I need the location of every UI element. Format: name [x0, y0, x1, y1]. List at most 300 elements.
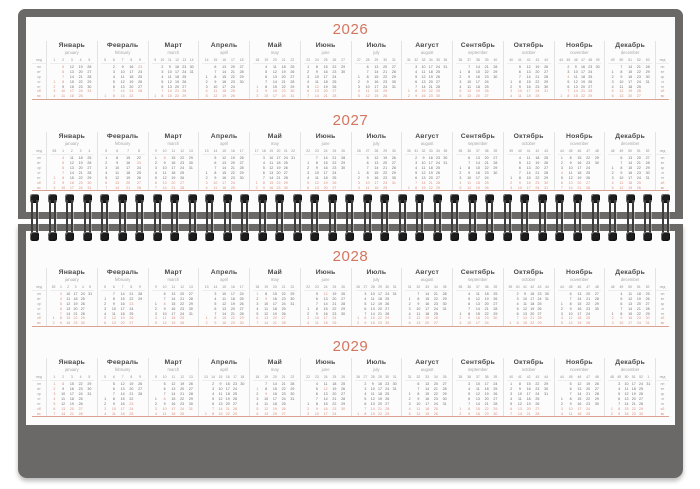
day-cell: 7 [366, 69, 369, 74]
day-cell: 30 [188, 306, 193, 311]
week-number-cell: 2 [62, 58, 65, 62]
day-cell: 26 [594, 382, 599, 387]
day-cell: 15 [171, 156, 176, 161]
day-cell: 4 [212, 392, 215, 397]
week-number-cell: 3 [70, 375, 73, 380]
week-numbers-row [101, 284, 145, 291]
day-cell: 9 [523, 292, 526, 296]
day-cell: 16 [171, 161, 176, 166]
month-2028-10 [503, 268, 554, 326]
week-number-cell: 34 [433, 375, 438, 380]
month-2027-11 [554, 132, 605, 190]
day-cell: 6 [163, 292, 166, 296]
day-cell: 27 [493, 156, 498, 161]
day-cell: 23 [73, 321, 78, 326]
day-cell: 12 [619, 89, 624, 94]
day-cell: 13 [162, 180, 167, 185]
week-numbers-row [558, 148, 602, 155]
day-grid [202, 65, 246, 99]
day-cell: 9 [112, 301, 115, 306]
day-cell: 25 [290, 65, 295, 69]
day-cell: 9 [59, 321, 62, 326]
week-number-cell: 13 [182, 58, 187, 62]
day-cell: 15 [272, 387, 277, 392]
week-numbers-row [456, 57, 500, 64]
day-cell: 9 [116, 161, 119, 166]
week-number-cell: 18 [262, 149, 266, 154]
weekday-label: ср [37, 392, 41, 397]
week-number-cell: 27 [356, 58, 361, 62]
day-cell: 24 [281, 94, 286, 99]
day-cell: 2 [256, 89, 259, 94]
day-cell: 27 [341, 296, 346, 301]
binding-ring-wires [469, 200, 476, 235]
day-cell: 22 [484, 406, 489, 411]
day-cell: 30 [239, 321, 244, 326]
day-cell: 5 [256, 311, 259, 316]
week-numbers-row [50, 374, 94, 381]
day-cell: 23 [631, 411, 636, 416]
day-cell: 9 [121, 65, 124, 69]
day-cell: 13 [517, 406, 522, 411]
day-cell: 25 [332, 79, 337, 84]
day-cell: 5 [104, 316, 107, 321]
day-cell: 8 [468, 406, 471, 411]
day-cell: 31 [290, 94, 295, 99]
week-number-cell: 30 [385, 375, 390, 380]
day-cell: 19 [428, 170, 433, 175]
day-cell: 18 [120, 311, 125, 316]
day-cell: 19 [577, 321, 582, 326]
day-cell: 21 [581, 89, 585, 94]
day-cell: 30 [645, 74, 650, 79]
month-name-en: may [270, 49, 279, 55]
week-number-cell: 7 [127, 149, 130, 154]
week-number-cell: 12 [180, 375, 185, 380]
day-cell: 26 [493, 296, 498, 301]
week-numbers-row [101, 374, 145, 381]
day-cell: 20 [484, 301, 489, 306]
day-cell: 9 [468, 74, 471, 79]
day-cell: 30 [290, 296, 295, 301]
day-grid [152, 156, 196, 190]
day-cell: 29 [391, 74, 396, 79]
bottom-page-content [26, 249, 675, 417]
day-cell: 1 [52, 316, 55, 321]
day-cell: 21 [484, 306, 489, 311]
day-cell: 8 [315, 161, 318, 166]
day-cell: 17 [175, 69, 179, 74]
week-number-cell: 30 [391, 149, 396, 154]
day-cell: 16 [129, 65, 134, 69]
day-cell: 21 [383, 69, 388, 74]
month-name-ru: Октябрь [513, 359, 544, 367]
year-calendar-2026 [32, 41, 669, 100]
week-number-cell: 50 [628, 149, 633, 154]
month-name-en: july [373, 140, 380, 146]
month-name-ru: Март [164, 269, 183, 276]
day-cell: 21 [171, 185, 176, 190]
binding-ring [83, 194, 92, 241]
binding-ring-wires [627, 200, 634, 235]
day-cell: 13 [69, 166, 74, 171]
top-page-content [26, 22, 675, 191]
day-cell: 8 [468, 166, 471, 171]
day-cell: 3 [516, 296, 519, 301]
week-number-cell: 30 [383, 58, 388, 62]
day-cell: 8 [59, 316, 62, 321]
day-cell: 25 [383, 185, 388, 190]
day-cell: 3 [611, 79, 614, 84]
day-cell: 19 [577, 175, 582, 180]
month-header [253, 358, 297, 374]
day-cell: 29 [493, 69, 498, 74]
day-cell: 16 [272, 89, 277, 94]
day-cell: 26 [281, 406, 286, 411]
day-cell: 23 [332, 69, 337, 74]
day-cell: 1 [560, 94, 563, 99]
day-cell: 5 [408, 411, 411, 416]
day-cell: 25 [544, 156, 549, 161]
week-number-cell: 53 [645, 58, 650, 62]
day-cell: 23 [78, 180, 83, 185]
week-number-cell: 18 [255, 58, 260, 62]
month-2027-2 [97, 132, 148, 190]
year-title-2027: 2027 [332, 112, 369, 130]
day-cell: 30 [645, 316, 650, 321]
day-grid [355, 382, 399, 416]
week-number-cell: 17 [239, 285, 244, 289]
day-cell: 4 [154, 411, 157, 416]
day-grid [202, 156, 246, 190]
week-number-cell: 35 [458, 285, 463, 289]
day-cell [440, 412, 449, 417]
weekday-label: ср [660, 392, 665, 397]
day-cell: 21 [281, 79, 286, 84]
day-cell: 15 [222, 74, 227, 79]
day-cell: 29 [594, 156, 599, 161]
day-cell: 6 [510, 406, 513, 411]
day-cell: 18 [631, 387, 636, 392]
day-cell: 22 [78, 382, 83, 387]
day-cell: 29 [283, 180, 288, 185]
calendar-top-page [18, 9, 683, 219]
day-cell: 23 [383, 175, 388, 180]
day-cell: 28 [239, 311, 244, 316]
day-cell: 9 [518, 180, 521, 185]
day-cell: 17 [484, 382, 489, 387]
day-cell: 30 [87, 180, 92, 185]
day-cell: 24 [281, 301, 286, 306]
day-cell: 16 [323, 311, 328, 316]
day-cell: 2 [307, 166, 310, 171]
month-header [50, 358, 94, 374]
day-cell: 29 [391, 170, 396, 175]
day-cell: 24 [383, 180, 388, 185]
day-cell: 12 [323, 292, 328, 296]
month-name-en: november [570, 140, 589, 146]
day-cell: 21 [535, 74, 540, 79]
day-cell: 15 [218, 411, 223, 416]
year-title-2026: 2026 [332, 21, 369, 38]
day-cell: 4 [567, 74, 570, 79]
day-cell: 14 [323, 156, 328, 161]
week-number-cell: 9 [154, 285, 157, 289]
day-cell: 15 [374, 170, 379, 175]
day-cell: 12 [120, 382, 125, 387]
day-cell: 5 [262, 166, 265, 171]
day-cell: 20 [323, 89, 328, 94]
day-cell: 27 [188, 292, 193, 296]
day-cell: 11 [568, 170, 573, 175]
day-cell: 23 [383, 79, 388, 84]
month-2029-9 [452, 358, 503, 416]
day-cell: 28 [341, 156, 346, 161]
month-name-ru: Апрель [210, 133, 238, 141]
day-cell: 12 [272, 69, 277, 74]
day-cell: 7 [154, 185, 157, 190]
week-number-cell: 48 [594, 375, 599, 380]
day-cell: 1 [307, 306, 310, 311]
day-cell: 24 [78, 392, 83, 397]
week-number-cell: 8 [130, 375, 133, 380]
day-cell: 5 [366, 156, 369, 161]
binding-ring-wires [364, 200, 371, 235]
day-cell: 14 [568, 185, 573, 190]
week-number-cell: 40 [493, 58, 498, 62]
day-cell: 27 [433, 321, 438, 326]
month-name-ru: Сентябрь [460, 359, 495, 367]
day-cell: 10 [61, 392, 66, 397]
week-number-cell: 14 [204, 58, 209, 62]
month-2028-6 [300, 268, 351, 326]
day-cell: 30 [645, 170, 650, 175]
week-numbers-row [253, 374, 297, 381]
month-name-en: september [467, 140, 488, 146]
day-cell: 5 [560, 321, 563, 326]
week-number-cell: 32 [416, 285, 421, 289]
day-cell: 2 [611, 170, 614, 175]
day-cell: 19 [272, 406, 277, 411]
day-cell: 5 [161, 79, 164, 84]
day-cell: 23 [182, 65, 187, 69]
day-cell: 14 [475, 306, 480, 311]
day-cell: 6 [516, 311, 519, 316]
day-cell: 27 [137, 180, 142, 185]
day-cell: 24 [182, 69, 187, 74]
day-cell: 6 [567, 84, 570, 89]
day-cell: 19 [69, 401, 74, 406]
week-number-cell: 10 [162, 149, 167, 154]
day-cell: 29 [645, 166, 650, 171]
day-cell: 23 [281, 392, 286, 397]
day-cell: 29 [138, 296, 143, 301]
day-cell: 5 [212, 396, 215, 401]
week-number-cell: 31 [407, 58, 411, 62]
day-cell: 2 [459, 411, 462, 416]
day-cell: 16 [526, 387, 531, 392]
day-cell: 17 [129, 69, 134, 74]
week-number-cell: 26 [356, 285, 361, 289]
day-cell: 12 [167, 79, 172, 84]
day-cell: 24 [535, 392, 540, 397]
week-numbers-row [253, 284, 297, 291]
day-cell: 30 [436, 94, 441, 99]
weekday-label: пн [37, 65, 41, 69]
day-grid [50, 292, 94, 326]
day-cell: 11 [476, 387, 480, 392]
day-cell: 23 [428, 94, 433, 99]
month-name-ru: Ноябрь [566, 359, 593, 367]
day-cell: 11 [421, 69, 426, 74]
weekday-label: вт [37, 296, 41, 301]
day-cell: 13 [526, 166, 531, 171]
day-cell: 26 [436, 170, 441, 175]
day-cell: 7 [468, 65, 471, 69]
week-number-cell: 19 [264, 375, 269, 380]
day-cell: 24 [332, 170, 337, 175]
day-cell: 20 [475, 94, 480, 99]
month-name-en: march [167, 140, 180, 146]
day-cell: 24 [78, 89, 83, 94]
day-cell: 22 [129, 296, 134, 301]
day-cell: 10 [517, 185, 522, 190]
day-cell: 22 [332, 306, 337, 311]
day-cell: 18 [374, 89, 379, 94]
day-cell: 29 [594, 396, 599, 401]
binding-ring [415, 194, 424, 241]
day-cell: 28 [80, 311, 85, 316]
day-cell: 25 [332, 175, 337, 180]
day-cell: 14 [370, 406, 375, 411]
binding-ring-wires [84, 200, 91, 235]
day-cell: 17 [69, 89, 74, 94]
day-cell: 3 [53, 392, 56, 397]
day-cell: 6 [569, 387, 572, 392]
day-cell: 2 [53, 180, 56, 185]
day-grid [304, 65, 348, 99]
week-number-cell: 1 [59, 285, 62, 289]
day-cell: 5 [611, 185, 614, 190]
day-cell: 23 [281, 296, 286, 301]
month-header [355, 132, 399, 148]
day-cell: 23 [137, 161, 142, 166]
day-cell: 28 [341, 396, 346, 401]
day-cell: 23 [230, 175, 235, 180]
day-cell: 12 [162, 175, 167, 180]
weekday-label: сб [660, 180, 665, 185]
day-cell: 20 [225, 401, 230, 406]
month-header [456, 132, 500, 148]
day-cell: 20 [577, 180, 582, 185]
week-number-cell: 47 [586, 375, 591, 380]
day-cell: 17 [577, 406, 582, 411]
month-name-en: october [521, 276, 536, 282]
week-number-cell: 24 [323, 285, 328, 289]
day-cell: 8 [214, 170, 217, 175]
day-cell: 9 [265, 89, 268, 94]
weekday-label: пт [37, 175, 41, 180]
day-cell: 19 [631, 392, 636, 397]
day-cell: 11 [315, 175, 319, 180]
day-cell: 5 [569, 382, 572, 387]
week-number-cell: 34 [433, 285, 438, 289]
day-cell: 7 [620, 306, 623, 311]
month-name-en: june [321, 276, 330, 282]
day-cell: 27 [391, 65, 396, 69]
day-cell: 22 [332, 65, 337, 69]
day-cell: 27 [332, 89, 337, 94]
day-cell: 4 [560, 170, 563, 175]
day-cell: 22 [230, 316, 235, 321]
day-cell: 6 [618, 396, 621, 401]
month-name-ru: Июнь [315, 133, 336, 141]
week-number-cell: 15 [222, 285, 227, 289]
week-number-cell: 25 [332, 285, 337, 289]
day-cell: 2 [53, 387, 56, 392]
day-cell: 14 [517, 411, 522, 416]
day-cell: 8 [468, 69, 471, 74]
month-name-en: july [373, 276, 380, 282]
day-cell: 5 [214, 301, 217, 306]
week-number-cell: 40 [509, 375, 514, 380]
day-cell: 1 [53, 175, 56, 180]
day-cell: 2 [510, 387, 513, 392]
day-cell: 28 [385, 406, 390, 411]
day-cell: 26 [332, 180, 337, 185]
day-cell: 29 [385, 316, 390, 321]
weekday-label: пт [37, 311, 41, 316]
day-cell: 16 [323, 406, 328, 411]
day-cell: 21 [175, 89, 179, 94]
day-cell: 5 [415, 74, 418, 79]
day-cell: 20 [484, 156, 489, 161]
day-cell: 30 [493, 74, 498, 79]
day-cell: 25 [230, 89, 235, 94]
day-cell: 31 [291, 156, 296, 161]
day-cell: 19 [530, 306, 535, 311]
binding-ring-wires [136, 200, 143, 235]
day-cell: 19 [425, 316, 430, 321]
binding-ring [626, 194, 635, 241]
week-number-cell: 39 [493, 149, 498, 154]
month-name-en: december [620, 140, 640, 146]
day-cell: 19 [126, 175, 131, 180]
week-numbers-row [304, 148, 348, 155]
week-number-cell: 5 [104, 285, 107, 289]
day-cell: 22 [225, 411, 230, 416]
day-cell: 8 [366, 74, 369, 79]
year-block-2028 [32, 249, 669, 327]
day-cell: 3 [154, 166, 157, 171]
day-cell: 4 [307, 175, 310, 180]
day-cell: 21 [636, 65, 641, 69]
day-cell: 16 [475, 74, 480, 79]
day-cell: 5 [611, 89, 614, 94]
day-cell: 25 [341, 382, 346, 387]
day-cell: 12 [365, 94, 370, 99]
day-cell: 4 [59, 296, 62, 301]
week-numbers-row [355, 148, 399, 155]
day-cell: 24 [332, 316, 337, 321]
day-cell: 28 [442, 387, 447, 392]
day-cell: 16 [120, 301, 125, 306]
day-cell: 6 [315, 392, 318, 397]
day-grid [405, 65, 449, 99]
month-name-ru: Май [267, 359, 283, 367]
month-header [405, 268, 449, 284]
month-header [608, 268, 652, 284]
